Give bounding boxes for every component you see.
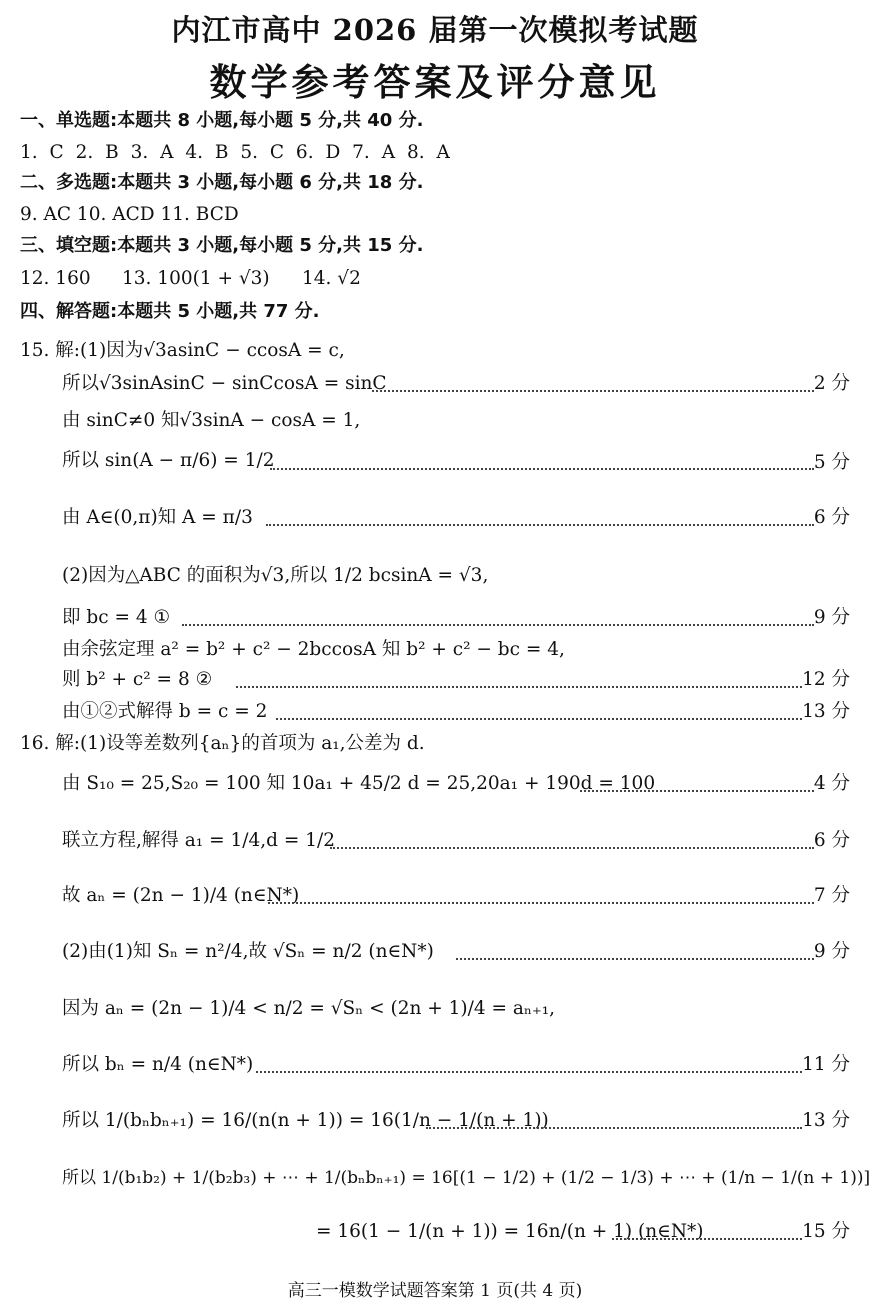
- q15-score-13: 13 分: [802, 701, 850, 722]
- section-fill-blank: 三、填空题:本题共 3 小题,每小题 5 分,共 15 分.: [20, 235, 424, 256]
- q15-score-12: 12 分: [802, 669, 850, 690]
- score-leader: [276, 718, 802, 720]
- q15-line-10: 由①②式解得 b = c = 2: [62, 701, 268, 722]
- score-leader: [456, 958, 814, 960]
- score-leader: [236, 686, 802, 688]
- q16-line-4: 故 aₙ = (2n − 1)/4 (n∈N*): [62, 885, 300, 906]
- section-solutions: 四、解答题:本题共 5 小题,共 77 分.: [20, 301, 320, 322]
- q15-line-3: 由 sinC≠0 知√3sinA − cosA = 1,: [62, 410, 361, 431]
- score-leader: [270, 468, 814, 470]
- q15-line-5: 由 A∈(0,π)知 A = π/3: [62, 507, 253, 528]
- q16-line-3: 联立方程,解得 a₁ = 1/4,d = 1/2: [62, 830, 336, 851]
- page-subtitle: 数学参考答案及评分意见: [209, 61, 661, 104]
- q15-line-2: 所以√3sinAsinC − sinCcosA = sinC: [62, 373, 387, 394]
- score-leader: [330, 847, 814, 849]
- score-leader: [182, 624, 814, 626]
- q16-line-2: 由 S₁₀ = 25,S₂₀ = 100 知 10a₁ + 45/2 d = 25,20a₁ + 190d = 100: [62, 773, 656, 794]
- q15-line-8: 由余弦定理 a² = b² + c² − 2bccosA 知 b² + c² − bc = 4,: [62, 639, 565, 660]
- q15-score-9: 9 分: [813, 607, 850, 628]
- q16-score-15: 15 分: [802, 1221, 850, 1242]
- q15-line-7: 即 bc = 4 ①: [62, 607, 171, 628]
- q16-line-6: 因为 aₙ = (2n − 1)/4 < n/2 = √Sₙ < (2n + 1)/4 = aₙ₊₁,: [62, 998, 556, 1019]
- page-title: 内江市高中 2026 届第一次模拟考试题: [171, 13, 699, 47]
- q16-line-10: = 16(1 − 1/(n + 1)) = 16n/(n + 1) (n∈N*): [316, 1221, 704, 1242]
- q16-line-1: 16. 解:(1)设等差数列{aₙ}的首项为 a₁,公差为 d.: [20, 733, 425, 754]
- section-single-choice: 一、单选题:本题共 8 小题,每小题 5 分,共 40 分.: [20, 110, 424, 131]
- score-leader: [372, 390, 814, 392]
- multi-choice-answers: 9. AC 10. ACD 11. BCD: [20, 204, 239, 225]
- score-leader: [266, 524, 814, 526]
- fill-answer-13: 13. 100(1 + √3): [122, 268, 270, 289]
- score-leader: [580, 790, 814, 792]
- q15-score-5: 5 分: [813, 452, 850, 473]
- q16-line-5: (2)由(1)知 Sₙ = n²/4,故 √Sₙ = n/2 (n∈N*): [62, 941, 434, 962]
- fill-answer-12: 12. 160: [20, 268, 91, 289]
- page-footer: 高三一模数学试题答案第 1 页(共 4 页): [287, 1281, 583, 1301]
- q16-score-4: 4 分: [813, 773, 850, 794]
- q15-line-1: 15. 解:(1)因为√3asinC − ccosA = c,: [20, 340, 345, 361]
- q15-line-6: (2)因为△ABC 的面积为√3,所以 1/2 bcsinA = √3,: [62, 565, 489, 586]
- q15-score-2: 2 分: [813, 373, 850, 394]
- score-leader: [612, 1238, 802, 1240]
- q16-line-8: 所以 1/(bₙbₙ₊₁) = 16/(n(n + 1)) = 16(1/n − 1/(n + 1)): [62, 1110, 549, 1131]
- score-leader: [268, 902, 814, 904]
- q16-score-9: 9 分: [813, 941, 850, 962]
- q16-score-11: 11 分: [802, 1054, 850, 1075]
- score-leader: [426, 1127, 802, 1129]
- q15-score-6: 6 分: [813, 507, 850, 528]
- q15-line-4: 所以 sin(A − π/6) = 1/2: [62, 450, 275, 471]
- score-leader: [256, 1071, 802, 1073]
- q16-line-7: 所以 bₙ = n/4 (n∈N*): [62, 1054, 254, 1075]
- single-choice-answers: 1. C 2. B 3. A 4. B 5. C 6. D 7. A 8. A: [20, 142, 450, 163]
- q16-score-13: 13 分: [802, 1110, 850, 1131]
- q15-line-9: 则 b² + c² = 8 ②: [62, 669, 213, 690]
- q16-score-6: 6 分: [813, 830, 850, 851]
- section-multi-choice: 二、多选题:本题共 3 小题,每小题 6 分,共 18 分.: [20, 172, 424, 193]
- q16-line-9: 所以 1/(b₁b₂) + 1/(b₂b₃) + ⋯ + 1/(bₙbₙ₊₁) = 16[(1 − 1/2) + (1/2 − 1/3) + ⋯ + (1/n − 1/(n + 1))]: [62, 1168, 870, 1188]
- q16-score-7: 7 分: [813, 885, 850, 906]
- fill-answer-14: 14. √2: [302, 268, 361, 289]
